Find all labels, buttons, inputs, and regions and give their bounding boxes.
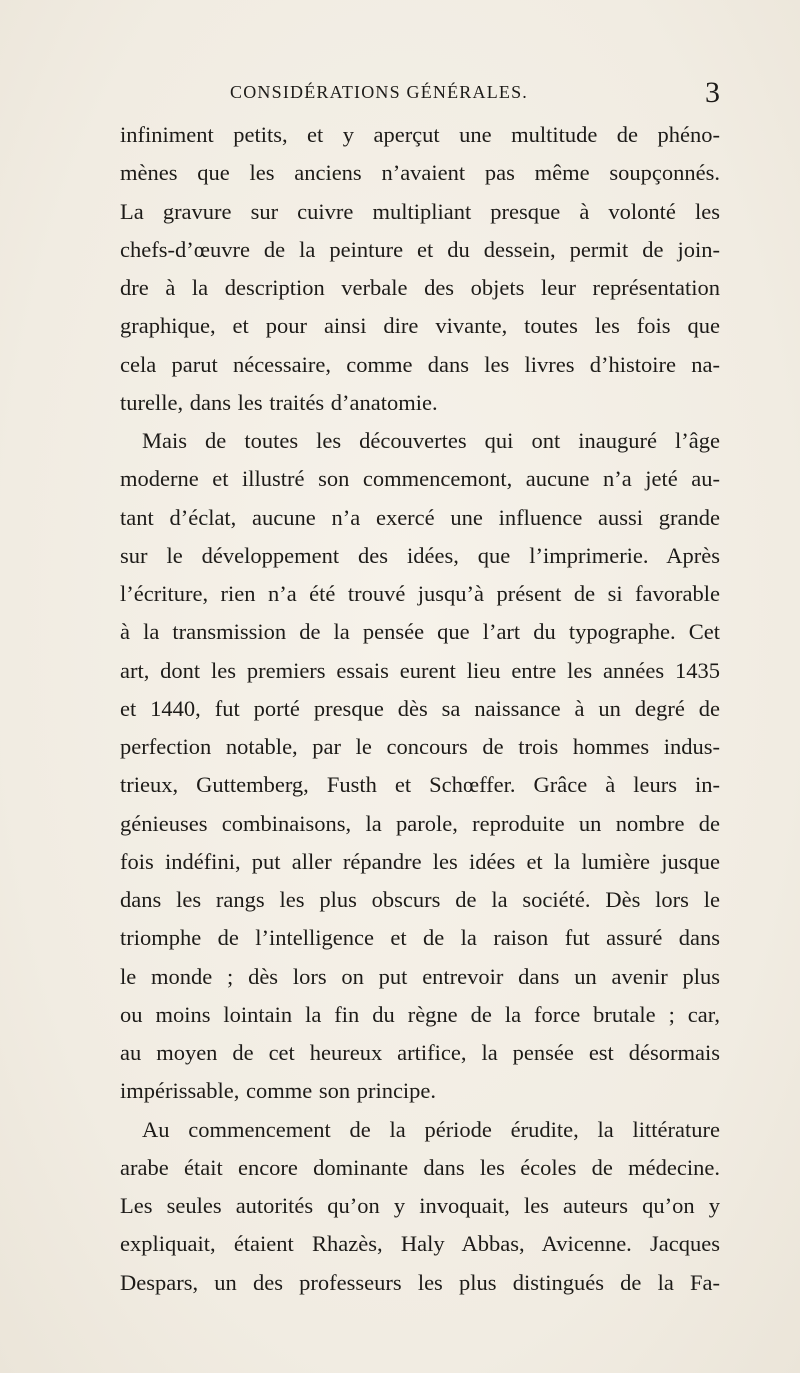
text-line: trieux, Guttemberg, Fusth et Schœffer. Grâce à leurs in- — [120, 772, 720, 798]
text-line: La gravure sur cuivre multipliant presque à volonté les — [120, 198, 720, 224]
text-line: ou moins lointain la fin du règne de la force brutale ; car, — [120, 1001, 720, 1027]
text-line: fois indéfini, put aller répandre les idées et la lumière jusque — [120, 848, 720, 874]
text-line: dans les rangs les plus obscurs de la société. Dès lors le — [120, 887, 720, 912]
text-line: impérissable, comme son principe. — [120, 1078, 437, 1104]
text-line: mènes que les anciens n’avaient pas même soupçonnés. — [120, 160, 720, 186]
text-line: moderne et illustré son commencemont, aucune n’a jeté au- — [120, 466, 720, 492]
body-text — [120, 116, 720, 1302]
running-head — [120, 76, 720, 112]
text-line: graphique, et pour ainsi dire vivante, toutes les fois que — [120, 313, 720, 339]
text-line: triomphe de l’intelligence et de la raison fut assuré dans — [120, 925, 720, 951]
text-line: sur le développement des idées, que l’imprimerie. Après — [120, 542, 720, 568]
text-line: le monde ; dès lors on put entrevoir dans un avenir plus — [120, 963, 720, 989]
text-line: turelle, dans les traités d’anatomie. — [120, 389, 438, 415]
text-line: dre à la description verbale des objets leur représentation — [120, 275, 720, 300]
text-line: Les seules autorités qu’on y invoquait, les auteurs qu’on y — [120, 1193, 720, 1218]
text-line: expliquait, étaient Rhazès, Haly Abbas, Avicenne. Jacques — [120, 1231, 720, 1257]
text-line: tant d’éclat, aucune n’a exercé une influence aussi grande — [120, 504, 720, 530]
text-line: et 1440, fut porté presque dès sa naissance à un degré de — [120, 695, 720, 721]
text-line: à la transmission de la pensée que l’art du typographe. Cet — [120, 619, 720, 645]
page-number: 3 — [705, 76, 720, 109]
text-line: infiniment petits, et y aperçut une multitude de phéno- — [120, 122, 720, 147]
text-line: perfection notable, par le concours de trois hommes indus- — [120, 734, 720, 759]
paragraph-start-line: Mais de toutes les découvertes qui ont inauguré l’âge — [142, 428, 720, 453]
paragraph-start-line: Au commencement de la période érudite, la littérature — [142, 1116, 720, 1142]
text-line: génieuses combinaisons, la parole, reproduite un nombre de — [120, 810, 720, 836]
text-line: Despars, un des professeurs les plus distingués de la Fa- — [120, 1269, 720, 1295]
text-line: chefs-d’œuvre de la peinture et du dessein, permit de join- — [120, 236, 720, 262]
text-line: cela parut nécessaire, comme dans les livres d’histoire na- — [120, 351, 720, 377]
running-title: CONSIDÉRATIONS GÉNÉRALES. — [230, 82, 529, 102]
text-line: l’écriture, rien n’a été trouvé jusqu’à présent de si favorable — [120, 581, 720, 606]
text-line: au moyen de cet heureux artifice, la pensée est désormais — [120, 1040, 720, 1065]
text-line: arabe était encore dominante dans les écoles de médecine. — [120, 1154, 720, 1180]
text-line: art, dont les premiers essais eurent lieu entre les années 1435 — [120, 657, 720, 683]
